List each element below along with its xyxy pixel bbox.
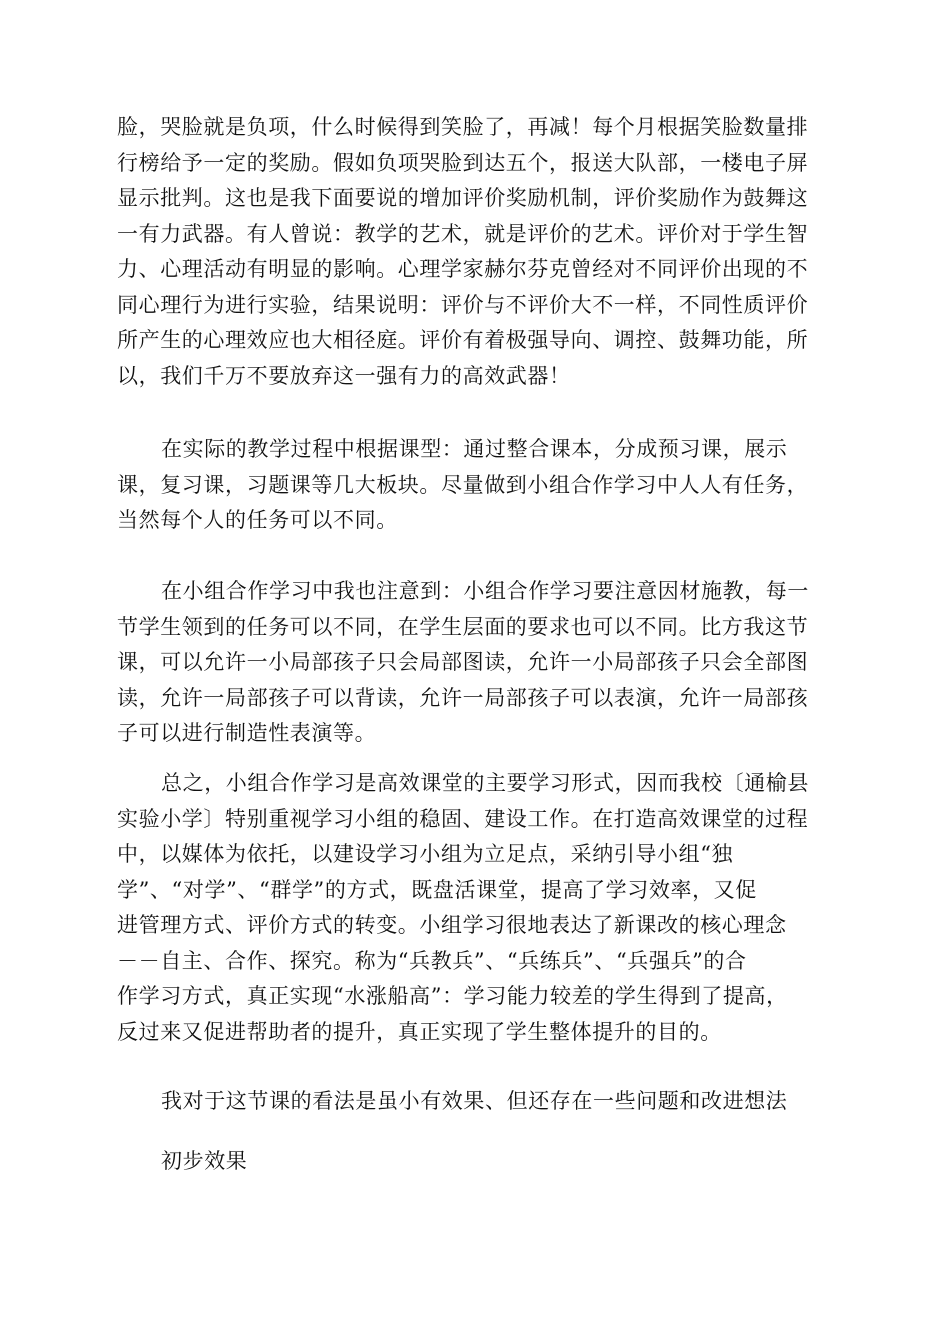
text-line: 反过来又促进帮助者的提升，真正实现了学生整体提升的目的。 xyxy=(117,1019,722,1044)
text-line: 学”、“对学”、“群学”的方式，既盘活课堂，提高了学习效率，又促 xyxy=(117,877,757,902)
paragraph-evaluation xyxy=(117,110,837,394)
text-line: 我对于这节课的看法是虽小有效果、但还存在一些问题和改进想法 xyxy=(161,1089,788,1113)
paragraph-group-learning xyxy=(117,574,837,752)
text-line: 节学生领到的任务可以不同，在学生层面的要求也可以不同。比方我这节 xyxy=(117,614,809,639)
text-line: 实验小学〕特别重视学习小组的稳固、建设工作。在打造高效课堂的过程 xyxy=(117,806,809,831)
text-line: 在小组合作学习中我也注意到：小组合作学习要注意因材施教，每一 xyxy=(161,579,809,603)
text-line: 在实际的教学过程中根据课型：通过整合课本，分成预习课，展示 xyxy=(161,437,788,461)
text-line: 当然每个人的任务可以不同。 xyxy=(117,508,398,532)
text-line: 力、心理活动有明显的影响。心理学家赫尔芬克曾经对不同评价出现的不 xyxy=(117,257,809,281)
text-line: 总之，小组合作学习是高效课堂的主要学习形式，因而我校〔通榆县 xyxy=(161,771,809,795)
text-line: －－自主、合作、探究。称为“兵教兵”、“兵练兵”、“兵强兵”的合 xyxy=(117,948,747,973)
text-line: 脸，哭脸就是负项，什么时候得到笑脸了，再减！每个月根据笑脸数量排 xyxy=(117,115,809,139)
text-line: 作学习方式，真正实现“水涨船高”：学习能力较差的学生得到了提高， xyxy=(117,984,788,1008)
text-line: 读，允许一局部孩子可以背读，允许一局部孩子可以表演，允许一局部孩 xyxy=(117,685,809,710)
text-line: 子可以进行制造性表演等。 xyxy=(117,721,377,745)
text-line: 所产生的心理效应也大相径庭。评价有着极强导向、调控、鼓舞功能，所 xyxy=(117,328,809,352)
text-line: 显示批判。这也是我下面要说的增加评价奖励机制，评价奖励作为鼓舞这 xyxy=(117,186,809,210)
text-line: 同心理行为进行实验，结果说明：评价与不评价大不一样，不同性质评价 xyxy=(117,292,809,317)
text-line: 课，复习课，习题课等几大板块。尽量做到小组合作学习中人人有任务， xyxy=(117,472,809,497)
text-line: 以，我们千万不要放弃这一强有力的高效武器！ xyxy=(117,363,571,388)
paragraph-opinion xyxy=(117,1084,837,1120)
paragraph-summary xyxy=(117,766,837,1050)
text-line: 中，以媒体为依托，以建设学习小组为立足点，采纳引导小组“独 xyxy=(117,842,734,866)
text-line: 行榜给予一定的奖励。假如负项哭脸到达五个，报送大队部，一楼电子屏 xyxy=(117,150,809,175)
section-heading-initial-effect xyxy=(117,1144,837,1180)
text-line: 一有力武器。有人曾说：教学的艺术，就是评价的艺术。评价对于学生智 xyxy=(117,221,809,246)
text-line: 进管理方式、评价方式的转变。小组学习很地表达了新课改的核心理念 xyxy=(117,913,787,937)
text-line: 课，可以允许一小局部孩子只会局部图读，允许一小局部孩子只会全部图 xyxy=(117,650,809,674)
text-line: 初步效果 xyxy=(161,1149,248,1173)
paragraph-lesson-types xyxy=(117,432,837,539)
